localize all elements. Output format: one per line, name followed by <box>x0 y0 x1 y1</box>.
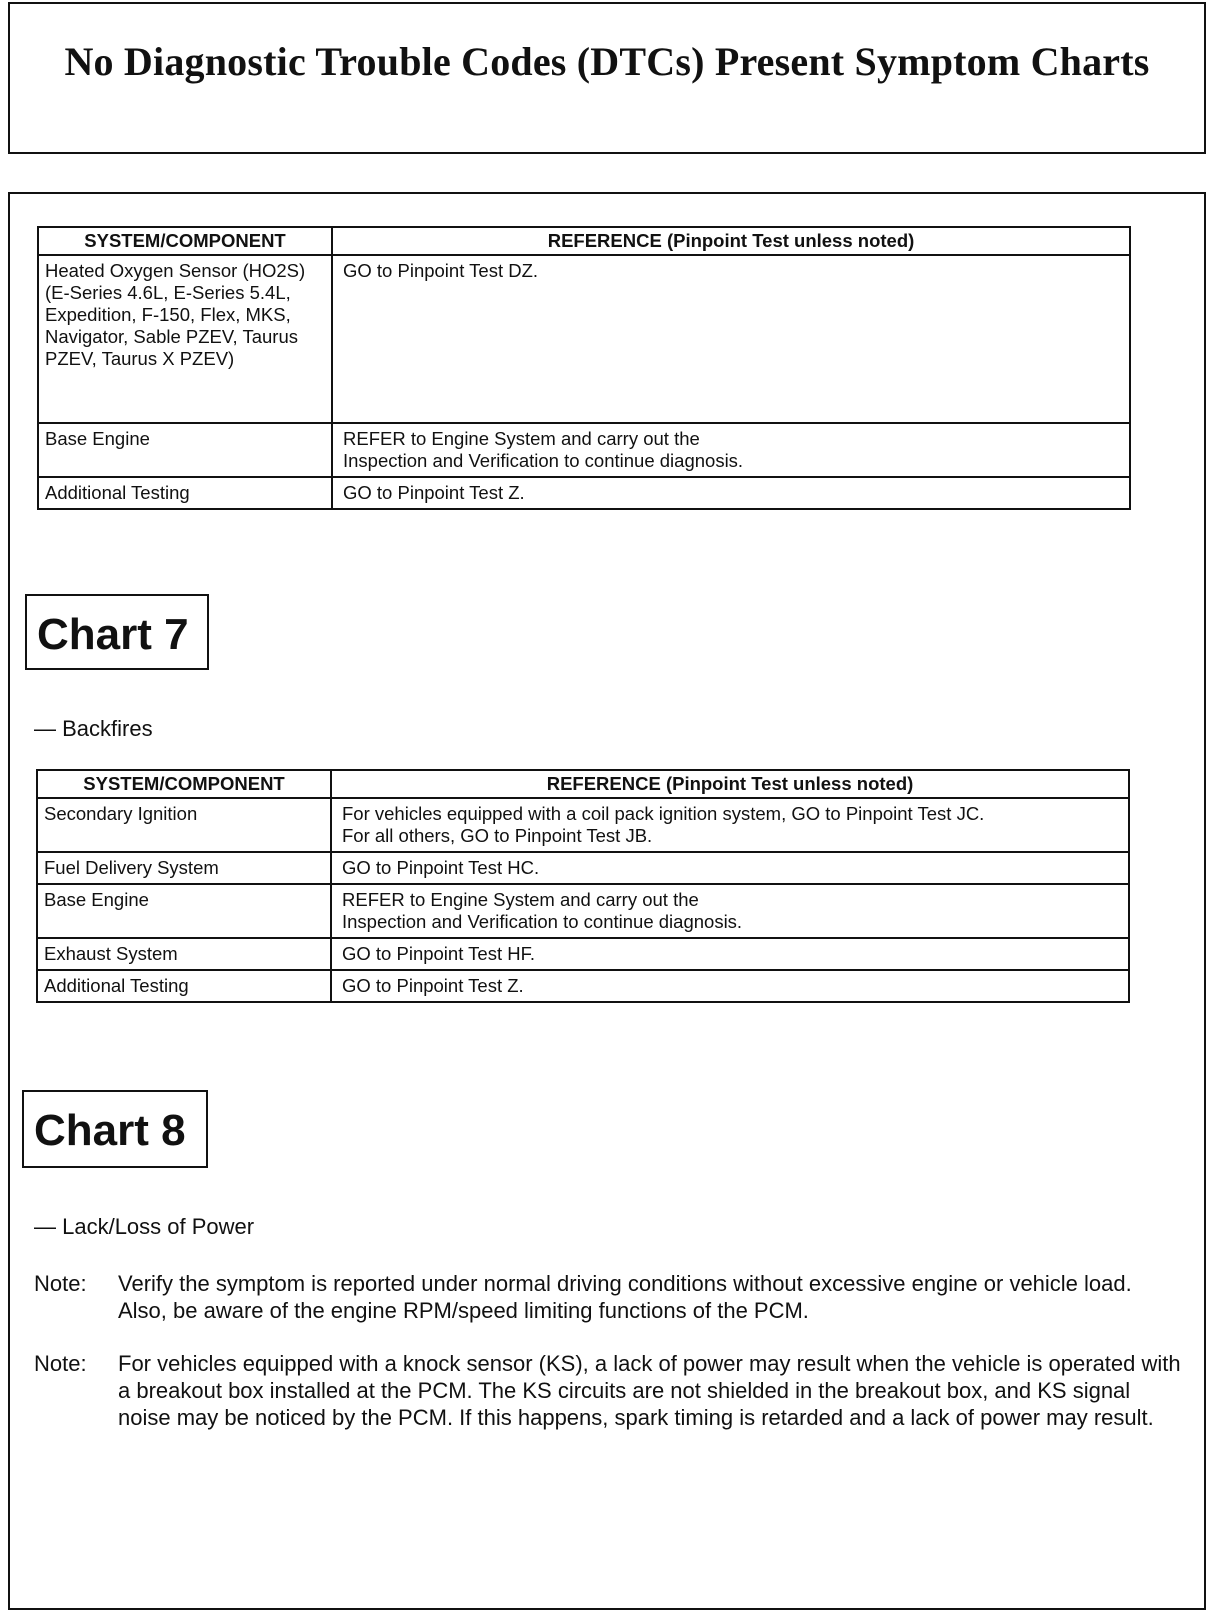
reference-line: For all others, GO to Pinpoint Test JB. <box>342 825 653 846</box>
component-cell: Secondary Ignition <box>37 798 331 852</box>
header-reference: REFERENCE (Pinpoint Test unless noted) <box>332 227 1130 255</box>
reference-cell <box>331 970 1129 1002</box>
note-text: For vehicles equipped with a knock sensor (KS), a lack of power may result when the vehicle is operated with a breakout box installed at the PCM. The KS circuits are not shielded in the breakout box, and KS signal noise may be noticed by the PCM. If this happens, spark timing is retarded and a lack of power may result. <box>118 1351 1181 1430</box>
reference-cell <box>332 255 1130 423</box>
table-header-row <box>38 227 1130 255</box>
chart8-heading: Chart 8 <box>22 1090 208 1168</box>
reference-line: GO to Pinpoint Test Z. <box>342 975 524 996</box>
reference-line: GO to Pinpoint Test DZ. <box>343 260 539 281</box>
reference-line: GO to Pinpoint Test Z. <box>343 482 525 503</box>
table-row <box>37 938 1129 970</box>
title-box <box>8 2 1206 154</box>
reference-line: REFER to Engine System and carry out the <box>343 428 700 449</box>
note-label: Note: <box>34 1351 87 1376</box>
reference-cell <box>331 798 1129 852</box>
note-text: Verify the symptom is reported under normal driving conditions without excessive engine or vehicle load. Also, be aware of the engine RPM/speed limiting functions of the PCM. <box>118 1271 1132 1323</box>
component-cell: Base Engine <box>38 423 332 477</box>
note-label: Note: <box>34 1271 87 1296</box>
note <box>34 1270 1184 1324</box>
reference-line: For vehicles equipped with a coil pack ignition system, GO to Pinpoint Test JC. <box>342 803 985 824</box>
page-title: No Diagnostic Trouble Codes (DTCs) Present Symptom Charts <box>64 39 1150 84</box>
reference-line: Inspection and Verification to continue diagnosis. <box>342 911 743 932</box>
table-row <box>37 852 1129 884</box>
reference-cell <box>332 423 1130 477</box>
table-row <box>38 255 1130 423</box>
table-row <box>37 884 1129 938</box>
chart6-table <box>37 226 1131 510</box>
component-cell: Additional Testing <box>38 477 332 509</box>
table-row <box>37 970 1129 1002</box>
reference-line: Inspection and Verification to continue diagnosis. <box>343 450 744 471</box>
component-cell: Additional Testing <box>37 970 331 1002</box>
reference-cell <box>331 884 1129 938</box>
table-row <box>38 477 1130 509</box>
reference-cell <box>331 852 1129 884</box>
reference-cell <box>332 477 1130 509</box>
chart7-heading: Chart 7 <box>25 594 209 670</box>
reference-line: GO to Pinpoint Test HF. <box>342 943 535 964</box>
component-cell: Exhaust System <box>37 938 331 970</box>
table-header-row <box>37 770 1129 798</box>
reference-cell <box>331 938 1129 970</box>
table-row <box>38 423 1130 477</box>
table-row <box>37 798 1129 852</box>
header-reference: REFERENCE (Pinpoint Test unless noted) <box>331 770 1129 798</box>
chart7-table <box>36 769 1130 1003</box>
content-box <box>8 192 1206 1610</box>
component-cell: Base Engine <box>37 884 331 938</box>
header-system-component: SYSTEM/COMPONENT <box>38 227 332 255</box>
note <box>34 1350 1184 1431</box>
reference-line: GO to Pinpoint Test HC. <box>342 857 540 878</box>
chart8-symptom: — Lack/Loss of Power <box>34 1214 255 1239</box>
reference-line: REFER to Engine System and carry out the <box>342 889 699 910</box>
component-cell: Fuel Delivery System <box>37 852 331 884</box>
component-cell: Heated Oxygen Sensor (HO2S) (E-Series 4.6L, E-Series 5.4L, Expedition, F-150, Flex, MKS, Navigator, Sable PZEV, Taurus PZEV, Taurus X PZEV) <box>38 255 332 423</box>
chart7-symptom: — Backfires <box>34 716 153 741</box>
header-system-component: SYSTEM/COMPONENT <box>37 770 331 798</box>
